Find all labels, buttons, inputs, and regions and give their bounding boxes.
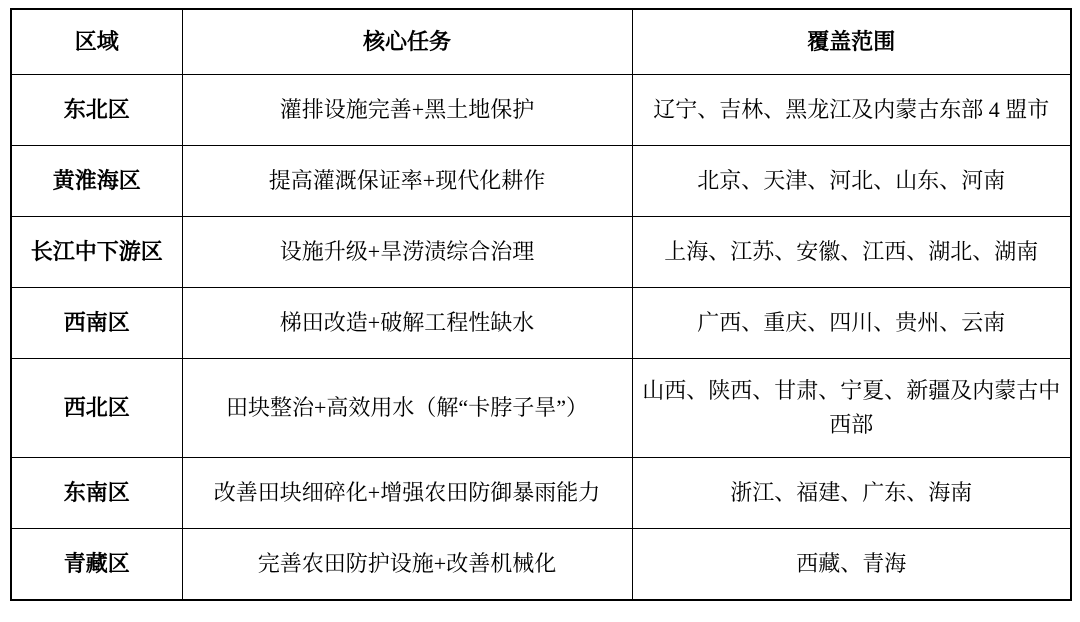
task-cell: 完善农田防护设施+改善机械化 bbox=[182, 529, 632, 601]
task-cell: 田块整治+高效用水（解“卡脖子旱”） bbox=[182, 359, 632, 458]
region-cell: 东南区 bbox=[11, 458, 182, 529]
coverage-cell: 辽宁、吉林、黑龙江及内蒙古东部 4 盟市 bbox=[632, 75, 1071, 146]
region-cell: 青藏区 bbox=[11, 529, 182, 601]
table-row bbox=[11, 75, 1071, 146]
region-cell: 黄淮海区 bbox=[11, 146, 182, 217]
task-cell: 设施升级+旱涝渍综合治理 bbox=[182, 217, 632, 288]
coverage-cell: 北京、天津、河北、山东、河南 bbox=[632, 146, 1071, 217]
header-coverage: 覆盖范围 bbox=[632, 9, 1071, 75]
header-task: 核心任务 bbox=[182, 9, 632, 75]
table-row bbox=[11, 529, 1071, 601]
coverage-cell: 西藏、青海 bbox=[632, 529, 1071, 601]
task-cell: 梯田改造+破解工程性缺水 bbox=[182, 288, 632, 359]
region-cell: 长江中下游区 bbox=[11, 217, 182, 288]
table-row bbox=[11, 217, 1071, 288]
coverage-cell: 山西、陕西、甘肃、宁夏、新疆及内蒙古中西部 bbox=[632, 359, 1071, 458]
region-task-coverage-table bbox=[10, 8, 1072, 601]
table-row bbox=[11, 359, 1071, 458]
header-region: 区域 bbox=[11, 9, 182, 75]
region-cell: 西北区 bbox=[11, 359, 182, 458]
region-cell: 西南区 bbox=[11, 288, 182, 359]
table-row bbox=[11, 458, 1071, 529]
coverage-cell: 广西、重庆、四川、贵州、云南 bbox=[632, 288, 1071, 359]
task-cell: 提高灌溉保证率+现代化耕作 bbox=[182, 146, 632, 217]
task-cell: 灌排设施完善+黑土地保护 bbox=[182, 75, 632, 146]
task-cell: 改善田块细碎化+增强农田防御暴雨能力 bbox=[182, 458, 632, 529]
coverage-cell: 上海、江苏、安徽、江西、湖北、湖南 bbox=[632, 217, 1071, 288]
region-cell: 东北区 bbox=[11, 75, 182, 146]
header-row bbox=[11, 9, 1071, 75]
coverage-cell: 浙江、福建、广东、海南 bbox=[632, 458, 1071, 529]
table-row bbox=[11, 288, 1071, 359]
table-row bbox=[11, 146, 1071, 217]
